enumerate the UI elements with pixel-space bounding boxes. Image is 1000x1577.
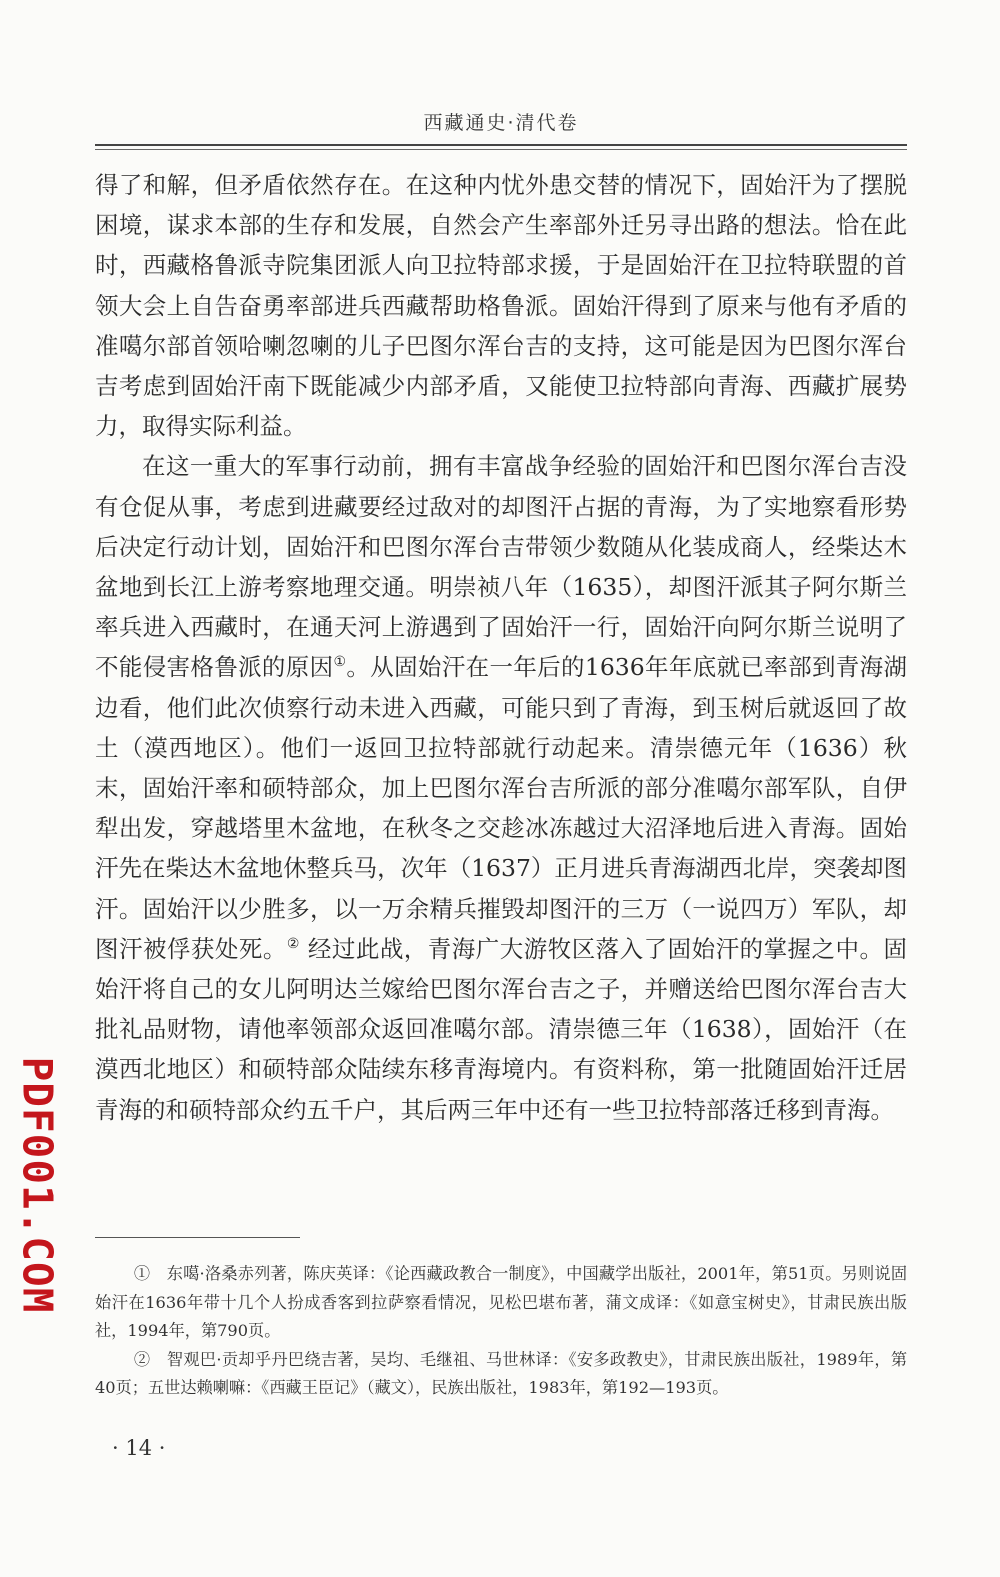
paragraph-2-text-b: 。从固始汗在一年后的1636年年底就已率部到青海湖边看，他们此次侦察行动未进入西藏，可能只到了青海，到玉树后就返回了故土（漠西地区）。他们一返回卫拉特部就行动起来。清崇德元年（1636）秋末，固始汗率和硕特部众，加上巴图尔浑台吉所派的部分准噶尔部军队，自伊犁出发，穿越塔里木盆地，在秋冬之交趁冰冻越过大沼泽地后进入青海。固始汗先在柴达木盆地休整兵马，次年（1637）正月进兵青海湖西北岸，突袭却图汗。固始汗以少胜多，以一万余精兵摧毁却图汗的三万（一说四万）军队，却图汗被俘获处死。 [95, 653, 907, 963]
paragraph-1-text: 得了和解，但矛盾依然存在。在这种内忧外患交替的情况下，固始汗为了摆脱困境，谋求本部的生存和发展，自然会产生率部外迁另寻出路的想法。恰在此时，西藏格鲁派寺院集团派人向卫拉特部求援，于是固始汗在卫拉特联盟的首领大会上自告奋勇率部进兵西藏帮助格鲁派。固始汗得到了原来与他有矛盾的准噶尔部首领哈喇忽喇的儿子巴图尔浑台吉的支持，这可能是因为巴图尔浑台吉考虑到固始汗南下既能减少内部矛盾，又能使卫拉特部向青海、西藏扩展势力，取得实际利益。 [95, 171, 907, 441]
paragraph-2 [95, 446, 907, 1129]
footnote-ref-2[interactable]: ② [286, 936, 300, 953]
header-rule-thin [95, 149, 907, 150]
footnote-ref-1[interactable]: ① [333, 654, 347, 671]
footnotes [95, 1260, 907, 1403]
page-number: · 14 · [112, 1436, 166, 1460]
footnote-2-mark: ② [133, 1349, 151, 1369]
main-text [95, 165, 907, 1130]
paragraph-2-text-a: 在这一重大的军事行动前，拥有丰富战争经验的固始汗和巴图尔浑台吉没有仓促从事，考虑到进藏要经过敌对的却图汗占据的青海，为了实地察看形势后决定行动计划，固始汗和巴图尔浑台吉带领少数随从化装成商人，经柴达木盆地到长江上游考察地理交通。明崇祯八年（1635），却图汗派其子阿尔斯兰率兵进入西藏时，在通天河上游遇到了固始汗一行，固始汗向阿尔斯兰说明了不能侵害格鲁派的原因 [95, 452, 907, 682]
paragraph-1 [95, 165, 907, 446]
watermark-text: PDF001.COM [13, 1056, 61, 1314]
footnote-1-mark: ① [133, 1264, 151, 1283]
footnote-1-text: 东噶·洛桑赤列著，陈庆英译：《论西藏政教合一制度》，中国藏学出版社，2001年，第51页。另则说固始汗在1636年带十几个人扮成香客到拉萨察看情况，见松巴堪布著，蒲文成译：《如意宝树史》，甘肃民族出版社，1994年，第790页。 [95, 1264, 908, 1340]
footnote-2-text: 智观巴·贡却乎丹巴绕吉著，吴均、毛继祖、马世林译：《安多政教史》，甘肃民族出版社，1989年，第40页；五世达赖喇嘛：《西藏王臣记》（藏文），民族出版社，1983年，第192—193页。 [95, 1349, 908, 1397]
watermark [12, 1056, 62, 1314]
running-header: 西藏通史·清代卷 [423, 112, 579, 134]
paragraph-2-text-c: 经过此战，青海广大游牧区落入了固始汗的掌握之中。固始汗将自己的女儿阿明达兰嫁给巴图尔浑台吉之子，并赠送给巴图尔浑台吉大批礼品财物，请他率领部众返回准噶尔部。清崇德三年（1638），固始汗（在漠西北地区）和硕特部众陆续东移青海境内。有资料称，第一批随固始汗迁居青海的和硕特部众约五千户，其后两三年中还有一些卫拉特部落迁移到青海。 [95, 934, 907, 1124]
header-rule-thick [95, 144, 907, 146]
footnote-1 [95, 1260, 907, 1346]
footnote-separator [95, 1237, 300, 1238]
footnote-2 [95, 1346, 907, 1403]
